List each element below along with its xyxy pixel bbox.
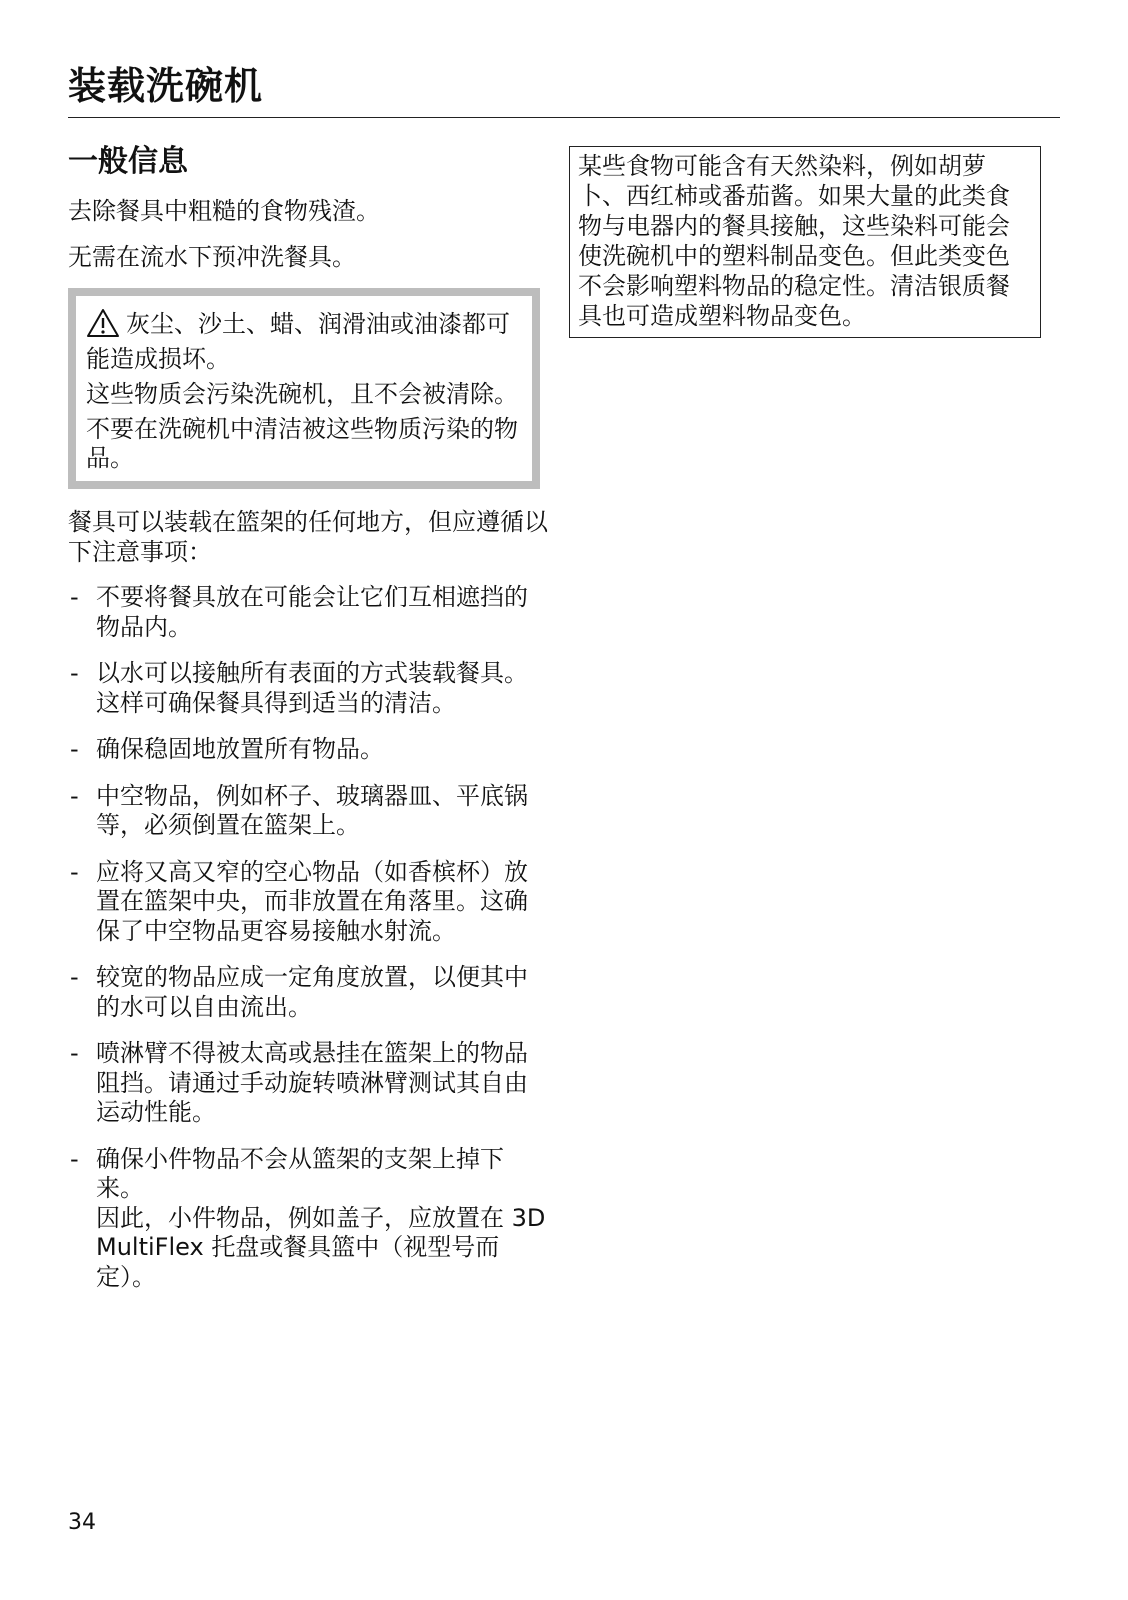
- warning-text-1: 灰尘、沙土、蜡、润滑油或油漆都可能造成损坏。: [86, 310, 510, 373]
- list-item: [68, 858, 548, 947]
- left-column: [68, 142, 548, 1309]
- section-heading: 一般信息: [68, 144, 188, 179]
- list-item: [68, 1039, 548, 1128]
- list-item-text: 不要将餐具放在可能会让它们互相遮挡的物品内。: [96, 583, 528, 641]
- bullet-marker: -: [70, 735, 79, 763]
- bullet-marker: -: [70, 963, 79, 991]
- list-item: [68, 659, 548, 718]
- warning-line-3: 不要在洗碗机中清洁被这些物质污染的物品。: [86, 415, 518, 472]
- loading-intro: 餐具可以装载在篮架的任何地方，但应遵循以下注意事项：: [68, 508, 548, 566]
- list-item-text: 确保稳固地放置所有物品。: [96, 735, 384, 763]
- page-title: 装载洗碗机: [68, 64, 264, 108]
- warning-line-2: 这些物质会污染洗碗机，且不会被清除。: [86, 380, 518, 408]
- list-item-continuation: 因此，小件物品，例如盖子，应放置在 3D MultiFlex 托盘或餐具篮中（视型号而定）。: [96, 1203, 546, 1291]
- bullet-marker: -: [70, 781, 79, 810]
- bullet-marker: -: [70, 1144, 79, 1173]
- bullet-marker: -: [70, 659, 79, 687]
- list-item-text: 以水可以接触所有表面的方式装载餐具。这样可确保餐具得到适当的清洁。: [96, 659, 528, 717]
- title-divider: [68, 117, 1060, 118]
- page-number: 34: [68, 1510, 96, 1535]
- warning-triangle-icon: [86, 308, 120, 345]
- list-item-text: 较宽的物品应成一定角度放置，以便其中的水可以自由流出。: [96, 963, 528, 1021]
- list-item-text: 应将又高又窄的空心物品（如香槟杯）放置在篮架中央，而非放置在角落里。这确保了中空物品更容易接触水射流。: [96, 857, 528, 945]
- list-item: [68, 782, 548, 841]
- loading-bullet-list: [68, 583, 548, 1292]
- list-item-text: 中空物品，例如杯子、玻璃器皿、平底锅等，必须倒置在篮架上。: [96, 781, 528, 839]
- list-item: [68, 583, 548, 642]
- warning-box: [68, 288, 540, 489]
- bullet-marker: -: [70, 857, 79, 886]
- note-box: [569, 146, 1041, 338]
- list-item-text: 确保小件物品不会从篮架的支架上掉下来。: [96, 1144, 504, 1202]
- list-item: [68, 735, 548, 765]
- warning-line-1: [86, 308, 524, 374]
- note-text: 某些食物可能含有天然染料，例如胡萝卜、西红柿或番茄酱。如果大量的此类食物与电器内的餐具接触，这些染料可能会使洗碗机中的塑料制品变色。但此类变色不会影响塑料物品的稳定性。清洁银质餐具也可造成塑料物品变色。: [578, 152, 1010, 330]
- intro-paragraph-2: 无需在流水下预冲洗餐具。: [68, 243, 356, 271]
- list-item: [68, 963, 548, 1022]
- bullet-marker: -: [70, 583, 79, 611]
- bullet-marker: -: [70, 1039, 79, 1067]
- list-item: [68, 1145, 548, 1293]
- list-item-text: 喷淋臂不得被太高或悬挂在篮架上的物品阻挡。请通过手动旋转喷淋臂测试其自由运动性能。: [96, 1039, 528, 1126]
- intro-paragraph-1: 去除餐具中粗糙的食物残渣。: [68, 197, 380, 225]
